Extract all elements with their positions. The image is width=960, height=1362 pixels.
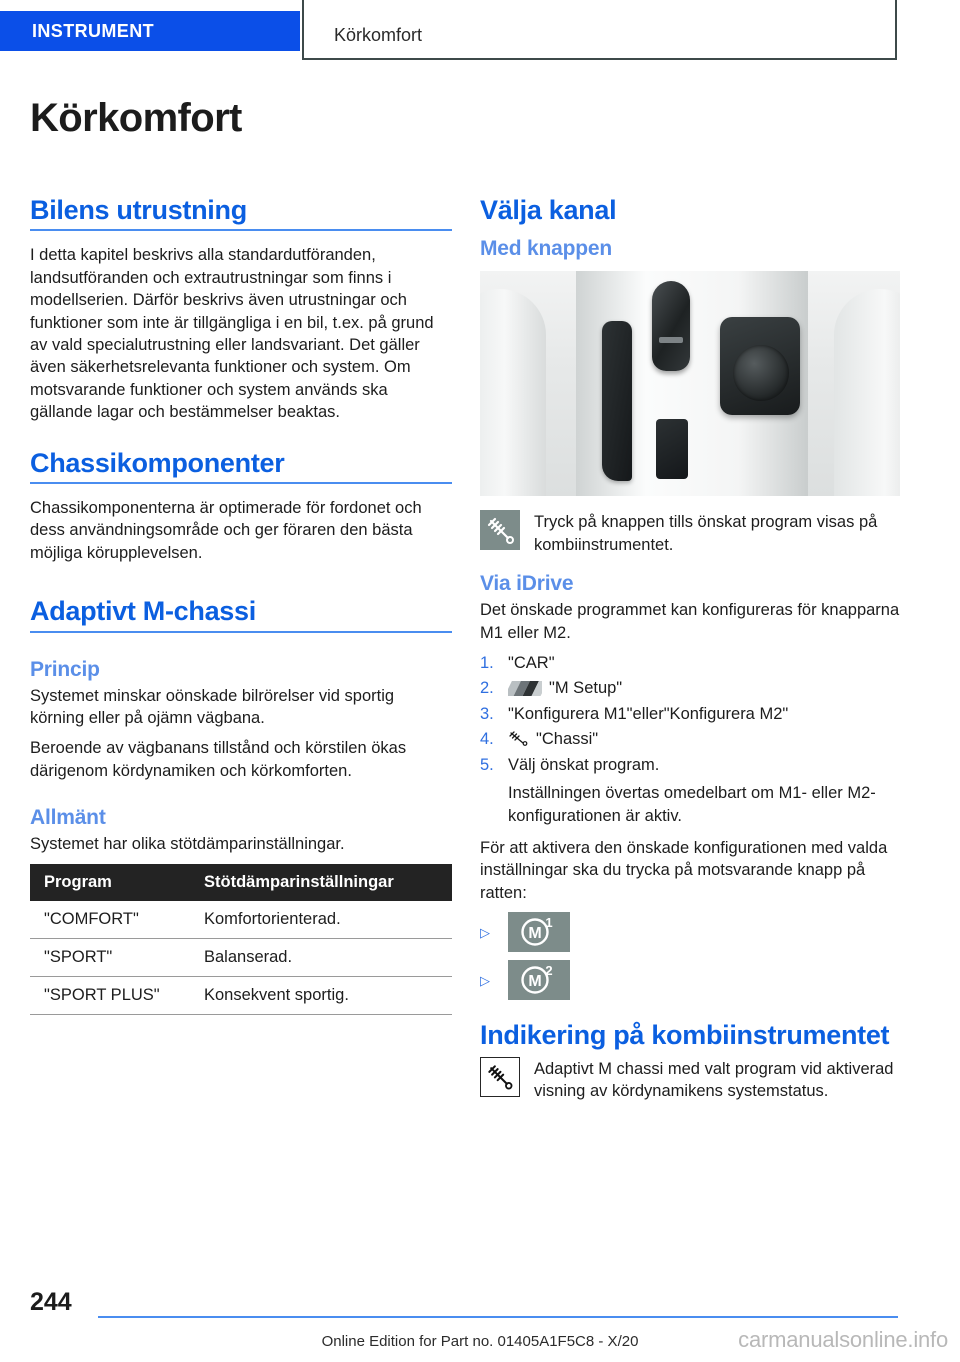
table-header-settings: Stötdämparinställningar — [204, 864, 452, 901]
watermark: carmanualsonline.info — [738, 1327, 948, 1352]
damper-program-table — [30, 864, 452, 1015]
table-cell-setting: Konsekvent sportig. — [204, 976, 452, 1014]
svg-text:1: 1 — [545, 915, 553, 931]
left-column — [30, 195, 452, 1015]
list-item — [480, 728, 902, 750]
m2-button-icon — [508, 960, 570, 1000]
page-footer — [0, 1272, 960, 1362]
table-header-program: Program — [30, 864, 204, 901]
idrive-knob — [733, 345, 789, 401]
list-item — [480, 652, 902, 674]
table-row — [30, 976, 452, 1014]
shock-absorber-icon — [480, 510, 520, 550]
seat-right — [834, 289, 900, 496]
table-row — [30, 938, 452, 976]
list-item — [480, 677, 902, 699]
heading-adaptivt-m-chassi: Adaptivt M-chassi — [30, 596, 256, 627]
paragraph-princip-2: Beroende av vägbanans tillstånd och körstilen ökas därigenom kördynamiken och körkomforten. — [30, 739, 407, 780]
step-text: "M Setup" — [549, 679, 623, 698]
paragraph-via-idrive: Det önskade programmet kan konfigureras för knapparna M1 eller M2. — [480, 601, 900, 642]
step-number: 3. — [480, 704, 494, 723]
note-indikering — [480, 1057, 902, 1103]
heading-rule — [30, 229, 452, 231]
m1-button-icon — [508, 912, 570, 952]
table-header-row — [30, 864, 452, 901]
step-text: Välj önskat program. — [508, 755, 660, 774]
page-title: Körkomfort — [30, 96, 242, 140]
table-cell-program: "SPORT" — [30, 938, 204, 976]
bullet-m1 — [480, 912, 902, 952]
heading-allmant: Allmänt — [30, 806, 106, 830]
control-panel — [602, 321, 632, 481]
bullet-m2 — [480, 960, 902, 1000]
paragraph-chassikomponenter: Chassikomponenterna är optimerade för fordonet och dess användningsområde och ger föraren den bästa möjliga körupplevelsen. — [30, 498, 422, 562]
heading-via-idrive: Via iDrive — [480, 572, 574, 596]
table-cell-program: "COMFORT" — [30, 901, 204, 939]
step-number: 5. — [480, 755, 494, 774]
note-med-knappen — [480, 510, 902, 556]
center-console-photo — [480, 271, 900, 496]
aux-buttons — [656, 419, 688, 479]
step-text: "CAR" — [508, 653, 555, 672]
step-number: 2. — [480, 679, 494, 698]
heading-princip: Princip — [30, 657, 100, 681]
seat-left — [480, 289, 546, 496]
list-item — [480, 703, 902, 725]
paragraph-princip-1: Systemet minskar oönskade bilrörelser vid sportig körning eller på ojämn vägbana. — [30, 686, 395, 727]
note-indikering-text: Adaptivt M chassi med valt program vid aktiverad visning av kördynamikens systemstatus. — [534, 1059, 894, 1101]
footer-rule — [98, 1316, 898, 1319]
page-number: 244 — [30, 1288, 72, 1316]
table-cell-program: "SPORT PLUS" — [30, 976, 204, 1014]
step-number: 1. — [480, 653, 494, 672]
heading-med-knappen: Med knappen — [480, 237, 612, 261]
page-header — [0, 0, 960, 62]
note-med-knappen-text: Tryck på knappen tills önskat program visas på kombiinstrumentet. — [534, 513, 878, 554]
step-number: 4. — [480, 730, 494, 749]
list-item — [480, 754, 902, 776]
heading-chassikomponenter: Chassikomponenter — [30, 447, 285, 478]
idrive-steps-list — [480, 652, 902, 776]
svg-text:2: 2 — [545, 963, 553, 979]
section-tab-instrument — [0, 11, 300, 51]
paragraph-for-att-aktivera: För att aktivera den önskade konfigurationen med valda inställningar ska du trycka på motsvarande knapp på ratten: — [480, 839, 888, 902]
paragraph-allmant: Systemet har olika stötdämparinställningar. — [30, 835, 345, 854]
step5-note: Inställningen övertas omedelbart om M1- eller M2-konfigurationen är aktiv. — [508, 784, 876, 825]
right-column — [480, 195, 902, 1106]
paragraph-bilens-utrustning: I detta kapitel beskrivs alla standardutföranden, landsutföranden och extrautrustningar som finns i modellserien. Därför beskrivs även utrustningar och funktioner som inte är tillgängliga i en bil, t.ex. på grund av vald specialutrustning eller landsvariant. Det gäller även säkerhetsrelevanta funktioner och system. Om motsvarande funktioner och system används ska gällande lagar och bestämmelser beaktas. — [30, 246, 434, 422]
heading-indikering: Indikering på kombiinstrumentet — [480, 1020, 890, 1051]
heading-rule — [30, 482, 452, 484]
shock-absorber-icon — [480, 1057, 520, 1097]
table-cell-setting: Komfortorienterad. — [204, 901, 452, 939]
shock-absorber-icon — [508, 730, 530, 746]
gear-shifter — [652, 281, 690, 371]
svg-text:M: M — [528, 925, 542, 943]
m-logo-icon — [508, 681, 542, 696]
heading-valja-kanal: Välja kanal — [480, 195, 617, 225]
section-tab-label: INSTRUMENT — [32, 20, 154, 41]
heading-rule — [30, 631, 452, 633]
step-text: "Chassi" — [536, 730, 599, 749]
svg-text:M: M — [528, 973, 542, 991]
step-text: "Konfigurera M1"eller"Konfigurera M2" — [508, 704, 789, 723]
heading-bilens-utrustning: Bilens utrustning — [30, 195, 247, 225]
breadcrumb-label: Körkomfort — [334, 25, 423, 45]
table-cell-setting: Balanserad. — [204, 938, 452, 976]
triangle-bullet-icon: ▷ — [480, 924, 490, 940]
table-row — [30, 901, 452, 939]
edition-text: Online Edition for Part no. 01405A1F5C8 - X/20 — [321, 1333, 639, 1350]
breadcrumb — [302, 0, 897, 60]
triangle-bullet-icon: ▷ — [480, 972, 490, 988]
